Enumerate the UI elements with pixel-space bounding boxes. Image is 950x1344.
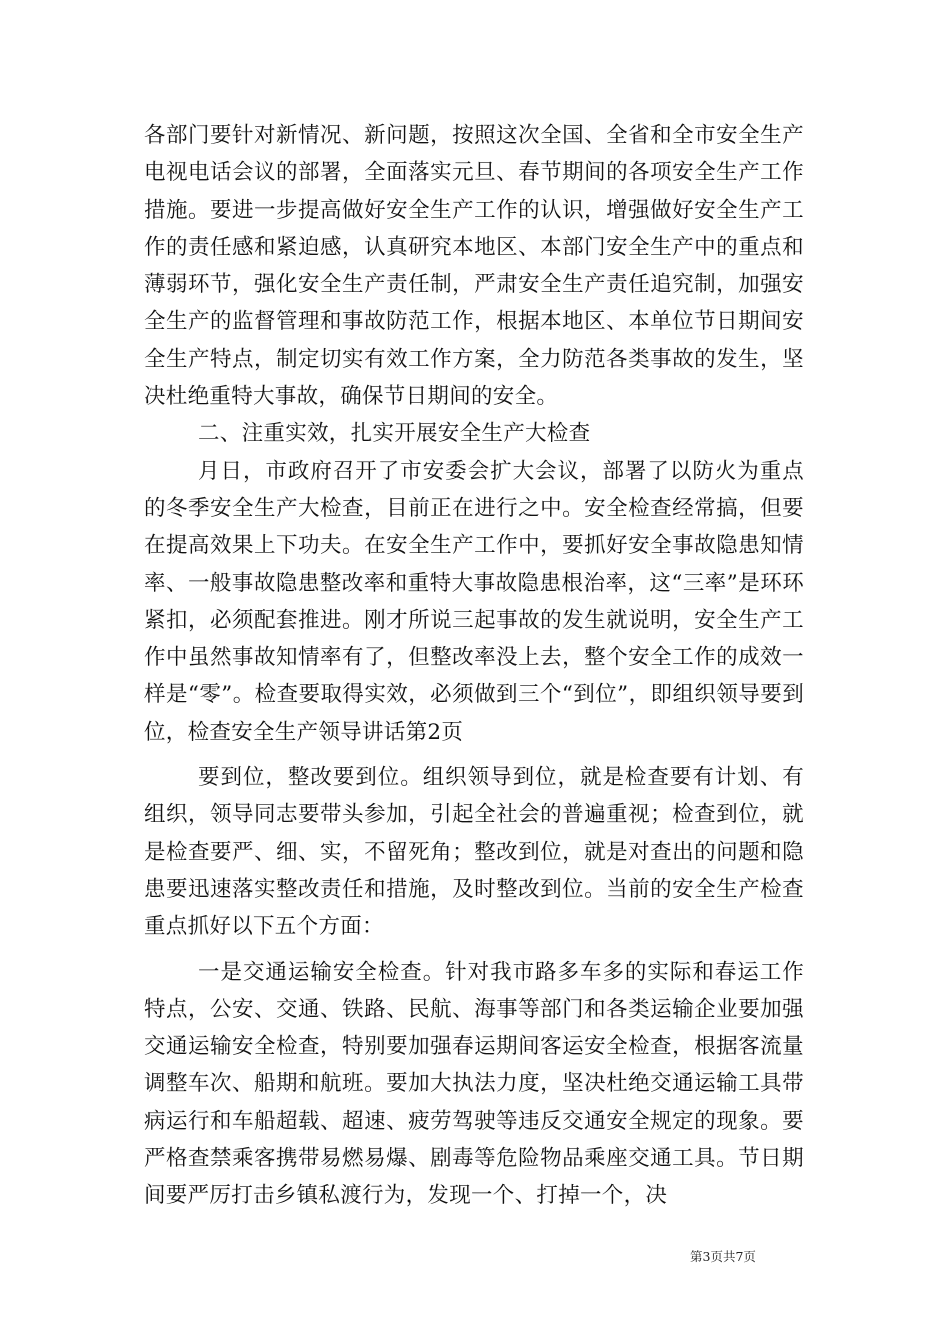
page-number-footer: 第3页共7页 <box>690 1249 756 1264</box>
paragraph-3: 要到位，整改要到位。组织领导到位，就是检查要有计划、有组织，领导同志要带头参加，引起全社会的普遍重视；检查到位，就是检查要严、细、实，不留死角；整改到位，就是对查出的问题和隐患要迅速落实整改责任和措施，及时整改到位。当前的安全生产检查重点抓好以下五个方面： <box>144 765 804 940</box>
paragraph-4: 一是交通运输安全检查。针对我市路多车多的实际和春运工作特点，公安、交通、铁路、民航、海事等部门和各类运输企业要加强交通运输安全检查，特别要加强春运期间客运安全检查，根据客流量调整车次、船期和航班。要加大执法力度，坚决杜绝交通运输工具带病运行和车船超载、超速、疲劳驾驶等违反交通安全规定的现象。要严格查禁乘客携带易燃易爆、剧毒等危险物品乘座交通工具。节日期间要严厉打击乡镇私渡行为，发现一个、打掉一个，决 <box>144 959 804 1209</box>
document-body <box>144 117 804 1215</box>
paragraph-1: 各部门要针对新情况、新问题，按照这次全国、全省和全市安全生产电视电话会议的部署，全面落实元旦、春节期间的各项安全生产工作措施。要进一步提高做好安全生产工作的认识，增强做好安全生产工作的责任感和紧迫感，认真研究本地区、本部门安全生产中的重点和薄弱环节，强化安全生产责任制，严肃安全生产责任追究制，加强安全生产的监督管理和事故防范工作，根据本地区、本单位节日期间安全生产特点，制定切实有效工作方案，全力防范各类事故的发生，坚决杜绝重特大事故，确保节日期间的安全。 <box>144 123 804 410</box>
paragraph-2: 月日，市政府召开了市安委会扩大会议，部署了以防火为重点的冬季安全生产大检查，目前正在进行之中。安全检查经常搞，但要在提高效果上下功夫。在安全生产工作中，要抓好安全事故隐患知情率、一般事故隐患整改率和重特大事故隐患根治率，这“三率”是环环紧扣，必须配套推进。刚才所说三起事故的发生就说明，安全生产工作中虽然事故知情率有了，但整改率没上去，整个安全工作的成效一样是“零”。检查要取得实效，必须做到三个“到位”，即组织领导要到位，检查安全生产领导讲话第2页 <box>144 458 804 745</box>
section-heading: 二、注重实效，扎实开展安全生产大检查 <box>198 421 591 447</box>
